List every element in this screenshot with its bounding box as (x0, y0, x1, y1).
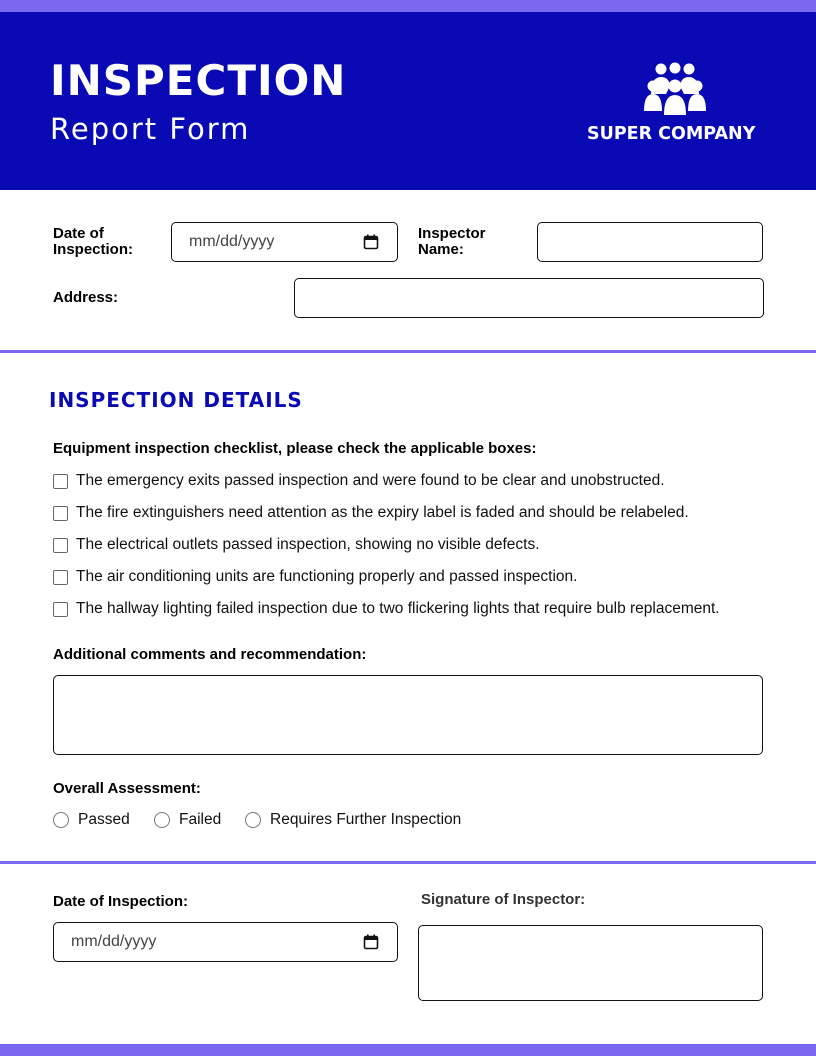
checklist-item[interactable] (53, 600, 720, 618)
checklist-item-label: The electrical outlets passed inspection, showing no visible defects. (76, 536, 540, 553)
checklist-item-label: The fire extinguishers need attention as the expiry label is faded and should be relabeled. (76, 504, 689, 521)
footer-date-label: Date of Inspection: (53, 893, 189, 910)
radio-option-further-inspection[interactable] (245, 811, 461, 829)
people-group-icon (642, 62, 708, 116)
footer-date-input[interactable] (53, 922, 398, 962)
calendar-icon[interactable] (363, 234, 379, 250)
signature-label: Signature of Inspector: (421, 891, 586, 908)
checklist-label: Equipment inspection checklist, please check the applicable boxes: (53, 440, 537, 457)
page-title: INSPECTION (50, 56, 347, 105)
radio-label: Passed (78, 811, 130, 828)
address-label: Address: (53, 289, 119, 306)
inspector-name-input[interactable] (537, 222, 763, 262)
company-name: SUPER COMPANY (587, 124, 756, 144)
radio-option-failed[interactable] (154, 811, 221, 829)
date-placeholder: mm/dd/yyyy (71, 933, 157, 950)
section-divider (0, 861, 816, 864)
inspection-date-input[interactable] (171, 222, 398, 262)
radio-option-passed[interactable] (53, 811, 130, 829)
radio-label: Failed (179, 811, 222, 828)
checklist-item-label: The emergency exits passed inspection and were found to be clear and unobstructed. (76, 472, 665, 489)
checkbox[interactable] (53, 474, 68, 489)
checkbox[interactable] (53, 506, 68, 521)
calendar-icon[interactable] (363, 934, 379, 950)
date-placeholder: mm/dd/yyyy (189, 233, 275, 250)
checklist-item-label: The hallway lighting failed inspection due to two flickering lights that require bulb replacement. (76, 600, 720, 617)
checklist-item[interactable] (53, 504, 689, 522)
section-divider (0, 350, 816, 353)
radio-button[interactable] (245, 812, 261, 828)
checkbox[interactable] (53, 538, 68, 553)
page-subtitle: Report Form (50, 112, 251, 146)
radio-button[interactable] (53, 812, 69, 828)
address-input[interactable] (294, 278, 764, 318)
signature-box[interactable] (418, 925, 763, 1001)
date-of-inspection-label: Date of Inspection: (53, 225, 134, 258)
checklist-item[interactable] (53, 568, 577, 586)
inspector-name-label: Inspector Name: (418, 225, 486, 258)
checklist-item-label: The air conditioning units are functioning properly and passed inspection. (76, 568, 578, 585)
checkbox[interactable] (53, 602, 68, 617)
checkbox[interactable] (53, 570, 68, 585)
comments-label: Additional comments and recommendation: (53, 646, 367, 663)
assessment-label: Overall Assessment: (53, 780, 201, 797)
bottom-accent-bar (0, 1044, 816, 1056)
comments-textarea[interactable] (53, 675, 763, 755)
checklist-item[interactable] (53, 472, 665, 490)
radio-button[interactable] (154, 812, 170, 828)
checklist-item[interactable] (53, 536, 540, 554)
radio-label: Requires Further Inspection (270, 811, 462, 828)
top-accent-bar (0, 0, 816, 12)
section-title: INSPECTION DETAILS (49, 388, 303, 412)
